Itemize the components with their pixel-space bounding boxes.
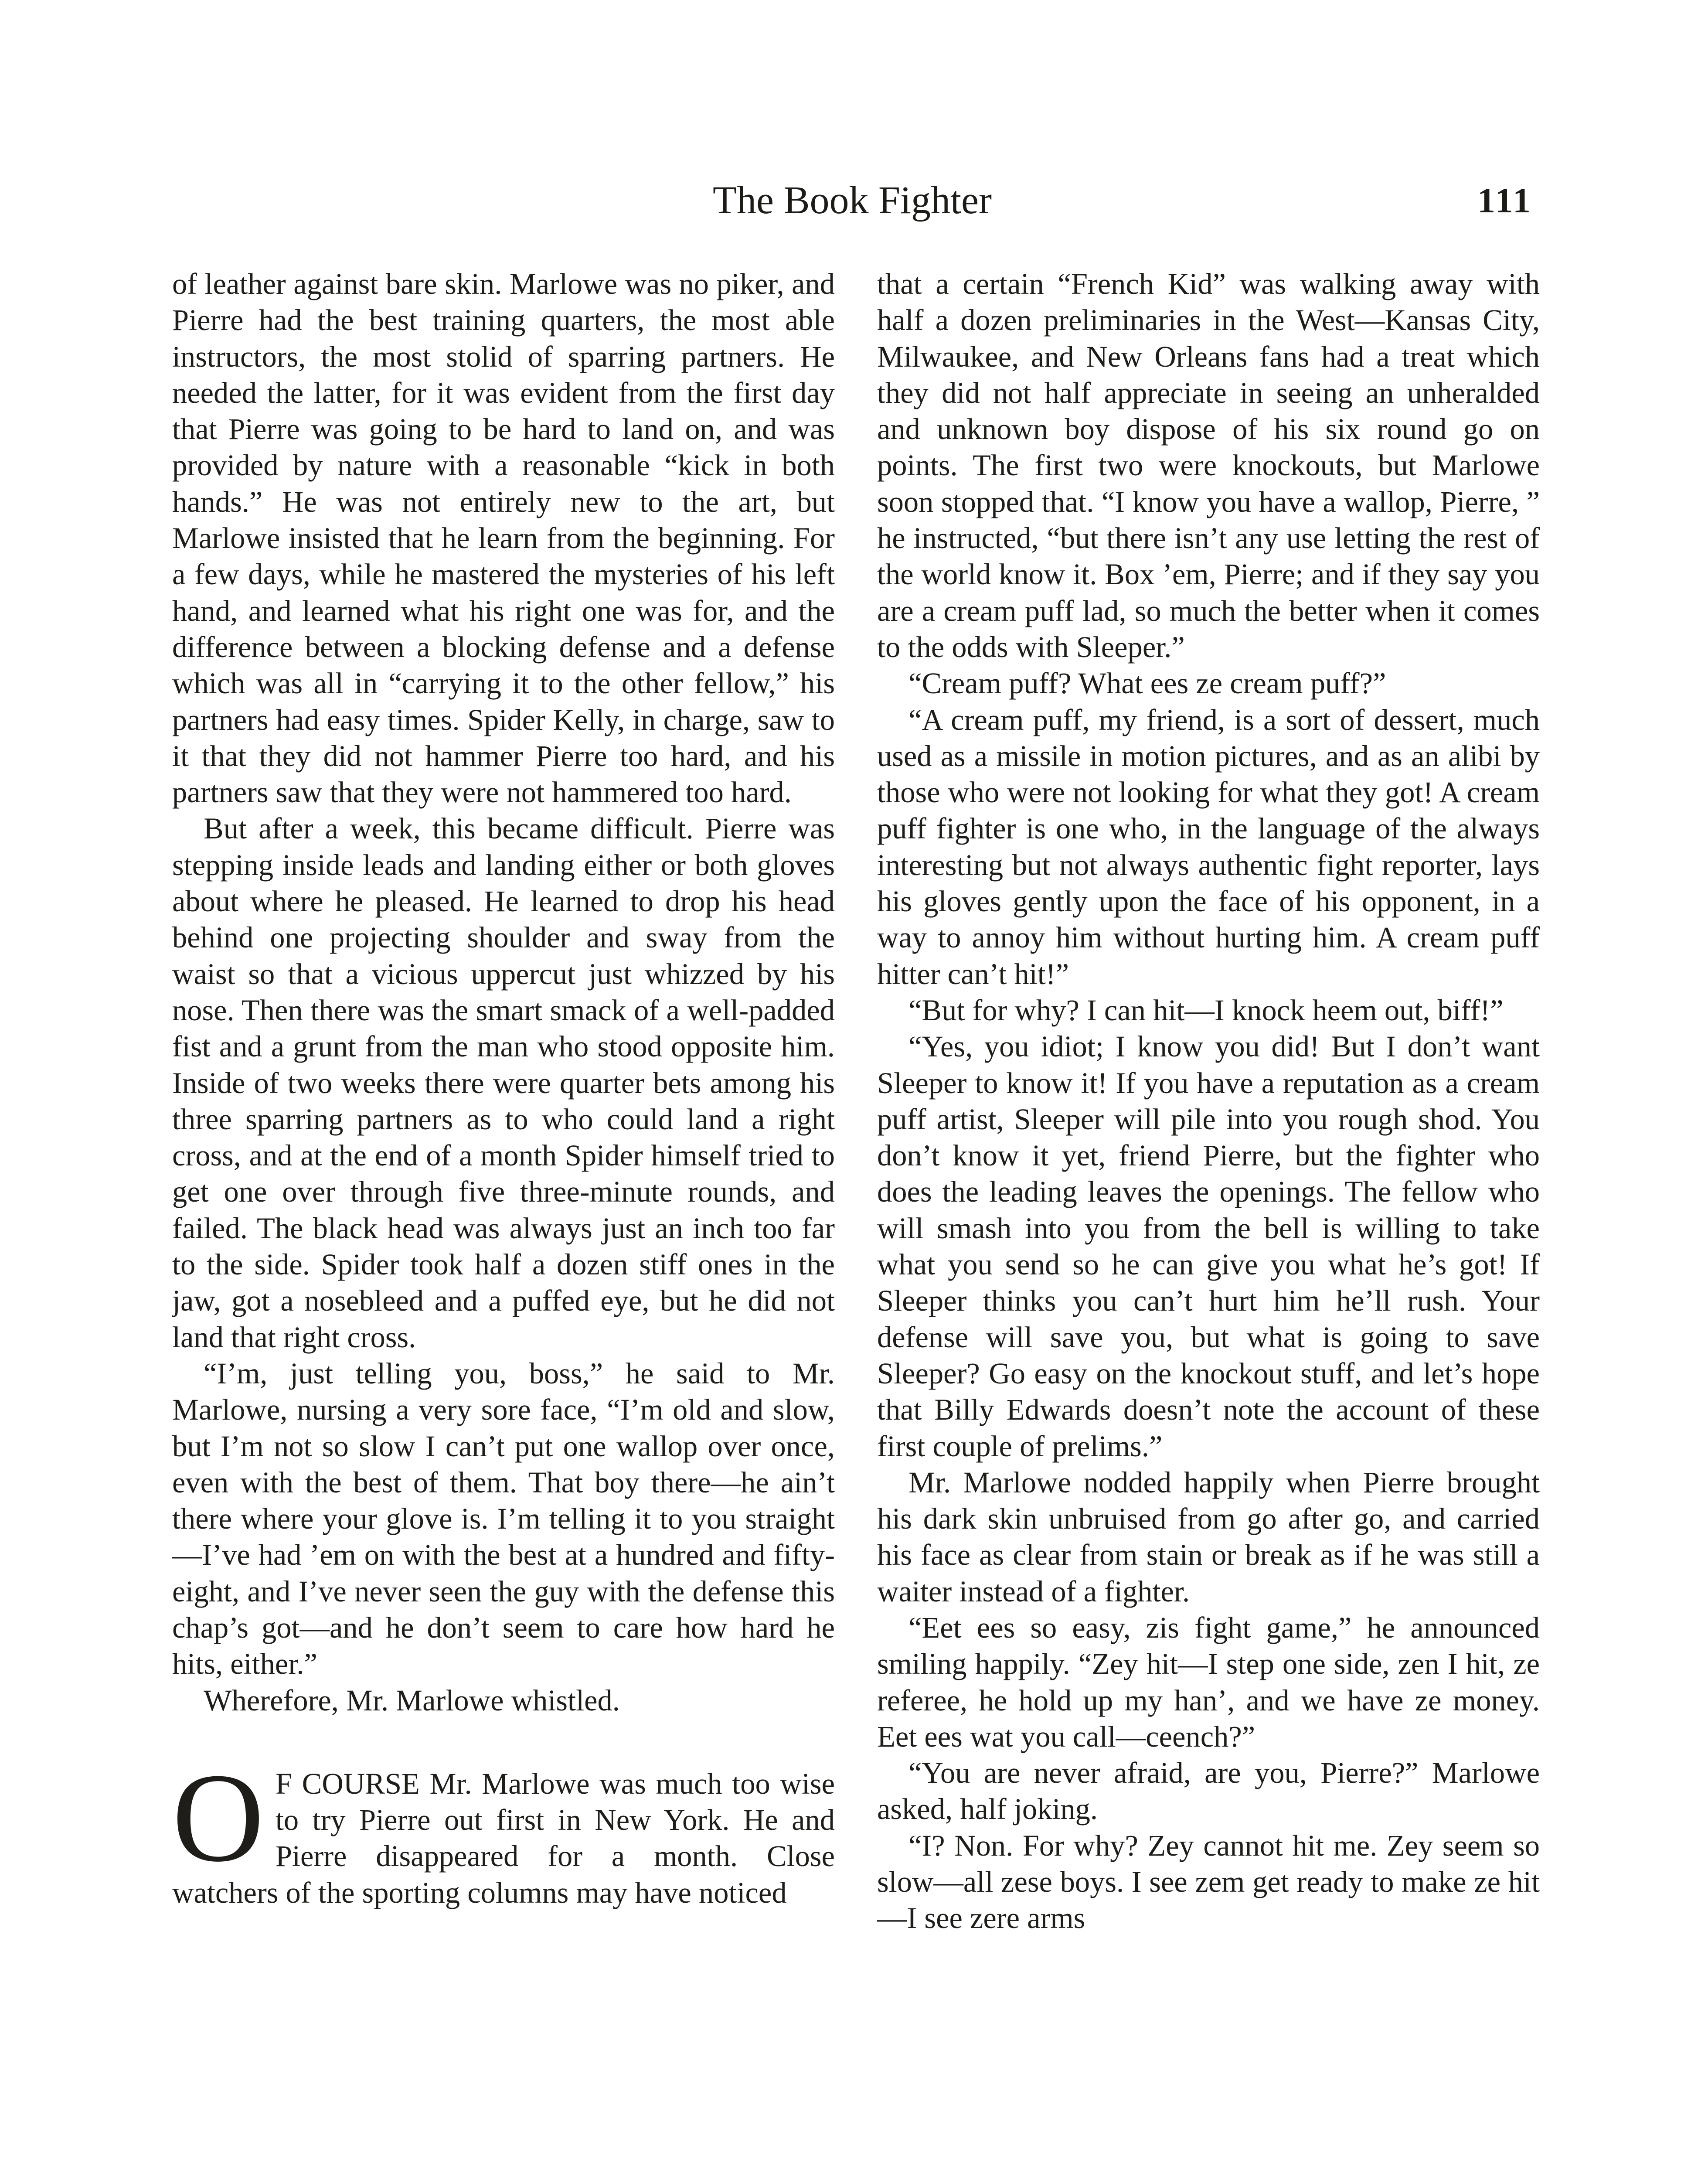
paragraph: “Yes, you idiot; I know you did! But I don’t want Sleeper to know it! If you have a reputation as a cream puff artist, Sleeper will pile into you rough shod. You don’t know it yet, friend Pierre, but the fighter who does the leading leaves the openings. The fellow who will smash into you from the bell is willing to take what you send so he can give you what he’s got! If Sleeper thinks you can’t hurt him he’ll rush. Your defense will save you, but what is going to save Sleeper? Go easy on the knockout stuff, and let’s hope that Billy Edwards doesn’t note the account of these first couple of prelims.” — [877, 1030, 1540, 1463]
paragraph: But after a week, this became difficult. Pierre was stepping inside leads and landing either or both gloves about where he pleased. He learned to drop his head behind one projecting shoulder and sway from the waist so that a vicious uppercut just whizzed by his nose. Then there was the smart smack of a well-padded fist and a grunt from the man who stood opposite him. Inside of two weeks there were quarter bets among his three sparring partners as to who could land a right cross, and at the end of a month Spider himself tried to get one over through five three-minute rounds, and failed. The black head was always just an inch too far to the side. Spider took half a dozen stiff ones in the jaw, got a nosebleed and a puffed eye, but he did not land that right cross. — [172, 812, 835, 1354]
page-number: 111 — [1477, 181, 1532, 220]
section-opening-text: Mr. Marlowe was much too wise to try Pierre out first in New York. He and Pierre disappeared for a month. Close watchers of the sporting columns may have noticed — [172, 1767, 835, 1909]
paragraph: of leather against bare skin. Marlowe was no piker, and Pierre had the best training quarters, the most able instructors, the most stolid of sparring partners. He needed the latter, for it was evident from the first day that Pierre was going to be hard to land on, and was provided by nature with a reasonable “kick in both hands.” He was not entirely new to the art, but Marlowe insisted that he learn from the beginning. For a few days, while he mastered the mysteries of his left hand, and learned what his right one was for, and the difference between a blocking defense and a defense which was all in “carrying it to the other fellow,” his partners had easy times. Spider Kelly, in charge, saw to it that they did not hammer Pierre too hard, and his partners saw that they were not hammered too hard. — [172, 267, 835, 809]
paragraph: “But for why? I can hit—I knock heem out, biff!” — [908, 993, 1504, 1027]
left-column — [172, 266, 835, 2180]
paragraph: Mr. Marlowe nodded happily when Pierre brought his dark skin unbruised from go after go, and carried his face as clear from stain or break as if he was still a waiter instead of a fighter. — [877, 1465, 1540, 1608]
paragraph: that a certain “French Kid” was walking away with half a dozen preliminaries in the West—Kansas City, Milwaukee, and New Orleans fans had a treat which they did not half appreciate in seeing an unheralded and unknown boy dispose of his six round go on points. The first two were knockouts, but Marlowe soon stopped that. “I know you have a wallop, Pierre, ” he instructed, “but there isn’t any use letting the rest of the world know it. Box ’em, Pierre; and if they say you are a cream puff lad, so much the better when it comes to the odds with Sleeper.” — [877, 267, 1540, 664]
running-title: The Book Fighter — [713, 179, 992, 222]
paragraph: “I? Non. For why? Zey cannot hit me. Zey seem so slow—all zese boys. I see zem get ready to make ze hit—I see zere arms — [877, 1829, 1540, 1935]
drop-cap: O — [172, 1747, 264, 1888]
paragraph: “A cream puff, my friend, is a sort of dessert, much used as a missile in motion pictures, and as an alibi by those who were not looking for what they got! A cream puff fighter is one who, in the language of the always interesting but not always authentic fight reporter, lays his gloves gently upon the face of his opponent, in a way to annoy him without hurting him. A cream puff hitter can’t hit!” — [877, 703, 1540, 991]
paragraph: “You are never afraid, are you, Pierre?” Marlowe asked, half joking. — [877, 1756, 1540, 1826]
paragraph: “Eet ees so easy, zis fight game,” he announced smiling happily. “Zey hit—I step one side, zen I hit, ze referee, he hold up my han’, and we have ze money. Eet ees wat you call—ceench?” — [877, 1611, 1540, 1753]
paragraph: Wherefore, Mr. Marlowe whistled. — [204, 1683, 620, 1717]
paragraph: “Cream puff? What ees ze cream puff?” — [908, 667, 1386, 700]
section-lead-words: F COURSE — [275, 1767, 420, 1800]
right-column — [877, 266, 1540, 2180]
section-opening-paragraph — [172, 1747, 835, 1911]
page-header — [172, 174, 1532, 227]
paragraph: “I’m, just telling you, boss,” he said to Mr. Marlowe, nursing a very sore face, “I’m old and slow, but I’m not so slow I can’t put one wallop over once, even with the best of them. That boy there—he ain’t there where your glove is. I’m telling it to you straight—I’ve had ’em on with the best at a hundred and fifty-eight, and I’ve never seen the guy with the defense this chap’s got—and he don’t seem to care how hard he hits, either.” — [172, 1356, 835, 1681]
